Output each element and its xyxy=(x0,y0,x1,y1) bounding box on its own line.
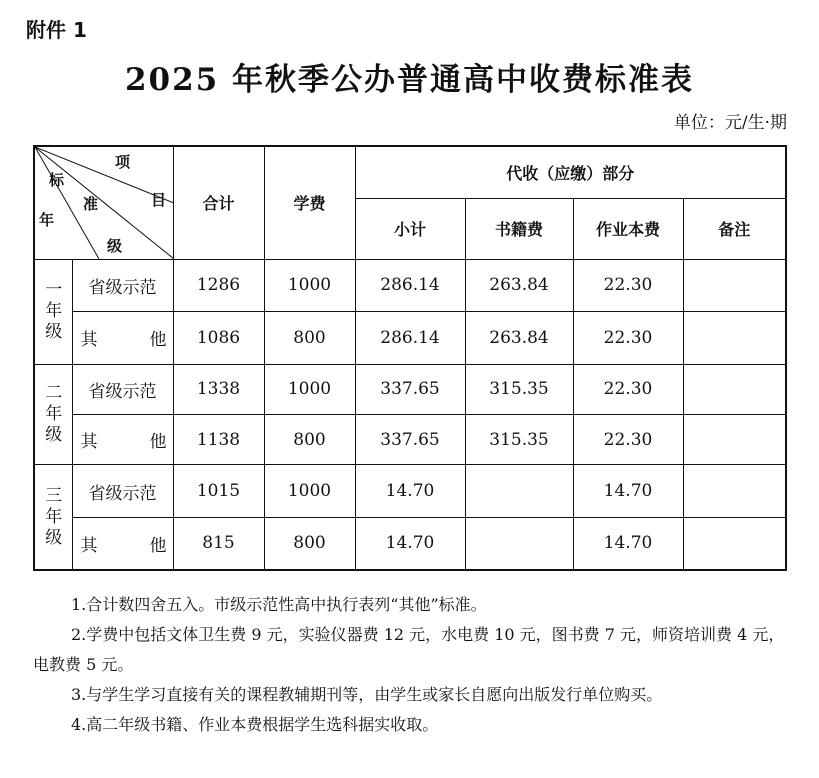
tuition-cell: 800 xyxy=(264,517,355,570)
books-cell: 263.84 xyxy=(465,259,573,311)
header-remarks: 备注 xyxy=(683,198,786,259)
school-type: 省级示范 xyxy=(72,259,173,311)
tuition-cell: 1000 xyxy=(264,364,355,414)
notes-section xyxy=(33,590,793,740)
document-title: 2025 年秋季公办普通高中收费标准表 xyxy=(124,62,695,98)
subtotal-cell: 286.14 xyxy=(355,312,465,364)
subtotal-cell: 14.70 xyxy=(355,517,465,570)
tuition-cell: 1000 xyxy=(264,259,355,311)
workbook-cell: 22.30 xyxy=(573,414,683,464)
remarks-cell xyxy=(683,312,786,364)
corner-label-zhun: 准 xyxy=(83,195,99,213)
table-row xyxy=(34,414,786,464)
workbook-cell: 14.70 xyxy=(573,465,683,517)
grade-label: 一年级 xyxy=(34,259,72,364)
school-type: 其 他 xyxy=(72,414,173,464)
workbook-cell: 22.30 xyxy=(573,312,683,364)
table-row xyxy=(34,312,786,364)
total-cell: 815 xyxy=(173,517,264,570)
corner-label-biao: 标 xyxy=(49,171,65,189)
subtotal-cell: 337.65 xyxy=(355,364,465,414)
books-cell xyxy=(465,517,573,570)
header-tuition: 学费 xyxy=(264,146,355,259)
remarks-cell xyxy=(683,259,786,311)
tuition-cell: 800 xyxy=(264,414,355,464)
note-item: 3.与学生学习直接有关的课程教辅期刊等，由学生或家长自愿向出版发行单位购买。 xyxy=(71,685,663,704)
school-type: 其 他 xyxy=(72,312,173,364)
remarks-cell xyxy=(683,364,786,414)
total-cell: 1086 xyxy=(173,312,264,364)
table-row xyxy=(34,517,786,570)
workbook-cell: 22.30 xyxy=(573,364,683,414)
total-cell: 1286 xyxy=(173,259,264,311)
grade-label: 三年级 xyxy=(34,465,72,570)
header-collected: 代收（应缴）部分 xyxy=(355,146,786,198)
header-books: 书籍费 xyxy=(465,198,573,259)
corner-label-ji: 级 xyxy=(107,237,123,255)
remarks-cell xyxy=(683,414,786,464)
books-cell xyxy=(465,465,573,517)
header-total: 合计 xyxy=(173,146,264,259)
note-item: 2.学费中包括文体卫生费 9 元，实验仪器费 12 元，水电费 10 元，图书费 7 元，师资培训费 4 元，电教费 5 元。 xyxy=(33,625,785,674)
corner-label-mu: 目 xyxy=(151,191,167,209)
fee-table xyxy=(33,145,787,571)
attachment-label: 附件 1 xyxy=(26,18,87,42)
remarks-cell xyxy=(683,517,786,570)
remarks-cell xyxy=(683,465,786,517)
subtotal-cell: 286.14 xyxy=(355,259,465,311)
corner-label-xiang: 项 xyxy=(115,153,131,171)
school-type: 其 他 xyxy=(72,517,173,570)
total-cell: 1015 xyxy=(173,465,264,517)
school-type: 省级示范 xyxy=(72,465,173,517)
school-type: 省级示范 xyxy=(72,364,173,414)
corner-label-nian: 年 xyxy=(39,211,55,229)
books-cell: 263.84 xyxy=(465,312,573,364)
subtotal-cell: 14.70 xyxy=(355,465,465,517)
tuition-cell: 1000 xyxy=(264,465,355,517)
books-cell: 315.35 xyxy=(465,414,573,464)
table-row xyxy=(34,465,786,517)
books-cell: 315.35 xyxy=(465,364,573,414)
total-cell: 1338 xyxy=(173,364,264,414)
tuition-cell: 800 xyxy=(264,312,355,364)
subtotal-cell: 337.65 xyxy=(355,414,465,464)
note-item: 4.高二年级书籍、作业本费根据学生选科据实收取。 xyxy=(71,715,439,734)
header-workbook: 作业本费 xyxy=(573,198,683,259)
header-subtotal: 小计 xyxy=(355,198,465,259)
unit-label: 单位：元/生·期 xyxy=(673,113,787,133)
grade-label: 二年级 xyxy=(34,364,72,465)
table-row xyxy=(34,259,786,311)
table-row xyxy=(34,364,786,414)
total-cell: 1138 xyxy=(173,414,264,464)
note-item: 1.合计数四舍五入。市级示范性高中执行表列“其他”标准。 xyxy=(71,595,487,614)
workbook-cell: 22.30 xyxy=(573,259,683,311)
workbook-cell: 14.70 xyxy=(573,517,683,570)
corner-header-cell xyxy=(34,146,173,259)
